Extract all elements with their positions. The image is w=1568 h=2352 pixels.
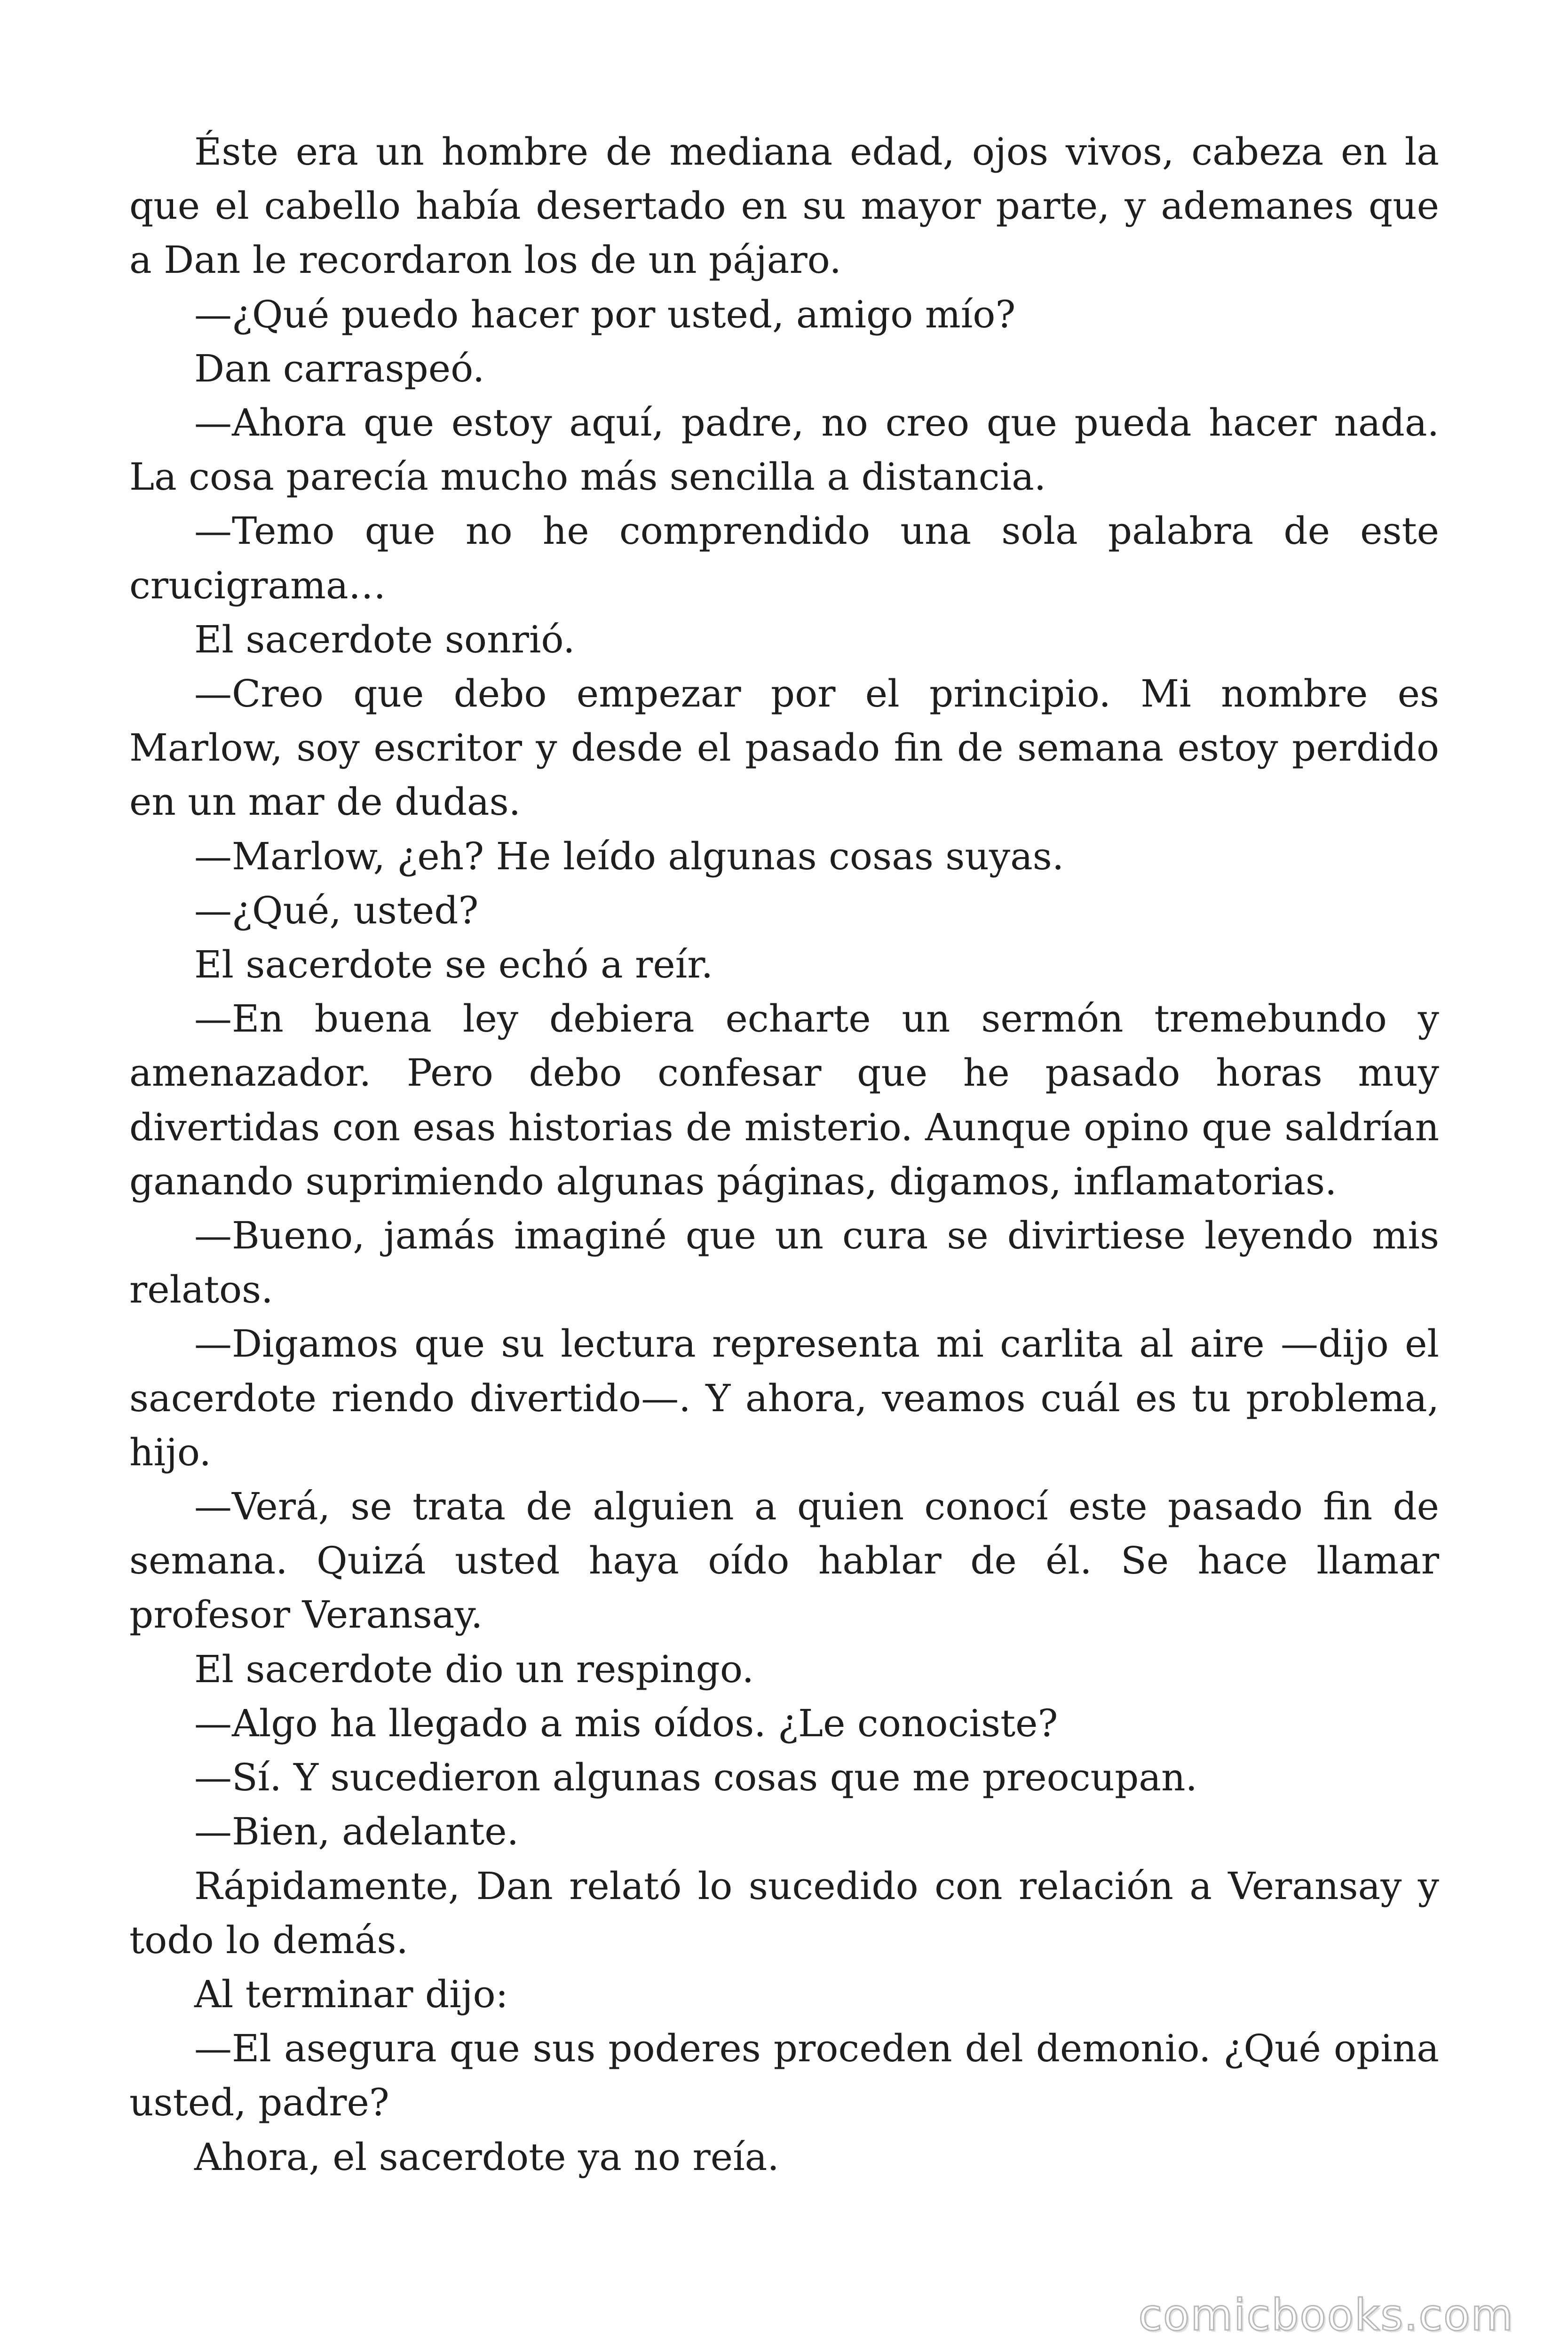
- paragraph: —Verá, se trata de alguien a quien conocí este pasado fin de semana. Quizá usted haya oído hablar de él. Se hace llamar profesor Veransay.: [129, 1485, 1439, 1637]
- paragraph: —¿Qué, usted?: [194, 888, 479, 932]
- paragraph: Ahora, el sacerdote ya no reía.: [194, 2135, 779, 2179]
- paragraph: —Creo que debo empezar por el principio. Mi nombre es Marlow, soy escritor y desde el pasado fin de semana estoy perdido en un mar de dudas.: [129, 672, 1439, 824]
- paragraph: —¿Qué puedo hacer por usted, amigo mío?: [194, 292, 1016, 336]
- paragraph: —Marlow, ¿eh? He leído algunas cosas suyas.: [194, 834, 1064, 878]
- paragraph: —Algo ha llegado a mis oídos. ¿Le conociste?: [194, 1701, 1058, 1745]
- paragraph: —Bien, adelante.: [194, 1810, 519, 1854]
- paragraph: El sacerdote sonrió.: [194, 617, 575, 661]
- paragraph: —Temo que no he comprendido una sola palabra de este crucigrama…: [129, 509, 1439, 607]
- paragraph: Dan carraspeó.: [194, 346, 485, 390]
- paragraph: El sacerdote se echó a reír.: [194, 943, 713, 987]
- paragraph: Al terminar dijo:: [194, 1972, 508, 2016]
- paragraph: El sacerdote dio un respingo.: [194, 1647, 754, 1691]
- paragraph: Rápidamente, Dan relató lo sucedido con relación a Veransay y todo lo demás.: [129, 1864, 1439, 1962]
- paragraph: —Ahora que estoy aquí, padre, no creo que pueda hacer nada. La cosa parecía mucho más sencilla a distancia.: [129, 401, 1439, 499]
- paragraph: —En buena ley debiera echarte un sermón tremebundo y amenazador. Pero debo confesar que he pasado horas muy divertidas con esas historias de misterio. Aunque opino que saldrían ganando suprimiendo algunas páginas, digamos, inflamatorias.: [129, 997, 1439, 1203]
- paragraph: Éste era un hombre de mediana edad, ojos vivos, cabeza en la que el cabello había desertado en su mayor parte, y ademanes que a Dan le recordaron los de un pájaro.: [129, 130, 1439, 282]
- watermark: comicbooks.com: [1138, 2290, 1514, 2340]
- paragraph: —Sí. Y sucedieron algunas cosas que me preocupan.: [194, 1756, 1197, 1800]
- paragraph: —Bueno, jamás imaginé que un cura se divirtiese leyendo mis relatos.: [129, 1214, 1439, 1312]
- paragraph: —El asegura que sus poderes proceden del demonio. ¿Qué opina usted, padre?: [129, 2026, 1439, 2125]
- page-text-body: [129, 125, 1439, 2184]
- paragraph: —Digamos que su lectura representa mi carlita al aire —dijo el sacerdote riendo divertido—. Y ahora, veamos cuál es tu problema, hijo.: [129, 1322, 1439, 1474]
